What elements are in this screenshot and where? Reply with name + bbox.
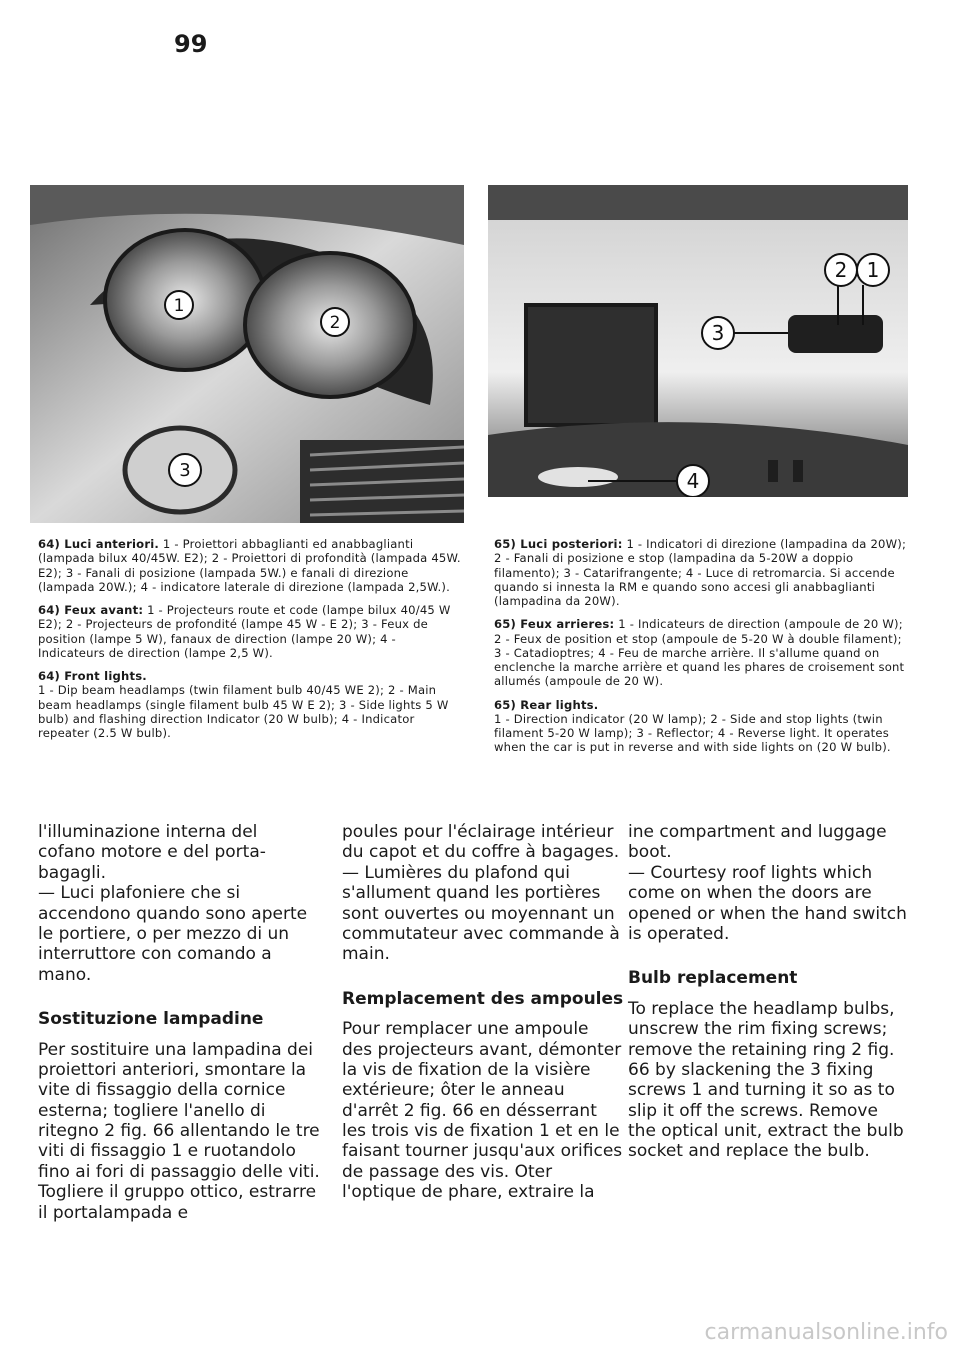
svg-text:2: 2: [834, 258, 848, 282]
french-courtesy-lights: — Lumières du plafond qui s'allument quand les portières sont ouvertes ou moyennant un commutateur avec commande à main.: [342, 862, 620, 965]
callout-4: [677, 465, 709, 497]
english-courtesy-lights: — Courtesy roof lights which come on when the doors are opened or when the hand switch is operated.: [628, 862, 907, 944]
svg-text:3: 3: [711, 321, 725, 345]
french-intro: poules pour l'éclairage intérieur du capot et du coffre à bagages.: [342, 822, 620, 863]
svg-text:1: 1: [173, 296, 185, 316]
svg-text:4: 4: [686, 469, 700, 493]
italian-column: [38, 822, 320, 1223]
english-heading: Bulb replacement: [628, 968, 798, 989]
caption-64-english: 64) Front lights. 1 - Dip beam headlamps (twin filament bulb 40/45 WE 2); 2 - Main beam headlamps (single filament bulb 45 W E 2); 3 - Side lights 5 W bulb) and flashing direction Indicator (20 W bulb); 4 - Indicator repeater (2.5 W bulb).: [38, 669, 449, 740]
front-lights-photo: [30, 185, 464, 523]
caption-64-french: 64) Feux avant: 1 - Projecteurs route et code (lampe bilux 40/45 W E2); 2 - Projecteurs de profondité (lampe 45 W - E 2); 3 - Feux de position (lampe 5 W), fanaux de direction (lampe 20 W); 4 - Indicateurs de direction (lampe 2,5 W).: [38, 603, 451, 660]
english-column: [628, 822, 910, 1162]
caption-65-french: 65) Feux arrieres: 1 - Indicateurs de direction (ampoule de 20 W); 2 - Feux de position et stop (ampoule de 5-20 W à double filament); 3 - Catadioptres; 4 - Feu de marche arrière. Il s'allume quand on enclenche la marche arrière et quand les phares de croisement sont allumés (ampoule de 20 W).: [494, 617, 905, 689]
french-column: [342, 822, 624, 1203]
callout-2: [825, 254, 857, 286]
french-heading: Remplacement des ampoules: [342, 988, 624, 1009]
page-number: 99: [174, 30, 208, 58]
italian-body: Per sostituire una lampadina dei proiettori anteriori, smontare la vite di fissaggio della cornice esterna; togliere l'anello di ritegno 2 fig. 66 allentando le tre viti di fissaggio 1 e ruotandolo fino ai fori di passaggio delle viti. Togliere il gruppo ottico, estrarre il portalampada e: [38, 1039, 320, 1223]
english-intro: ine compartment and luggage boot.: [628, 822, 887, 863]
svg-text:3: 3: [179, 460, 191, 481]
callout-3: [702, 317, 734, 349]
callout-1: [165, 291, 193, 319]
caption-65-english: 65) Rear lights. 1 - Direction indicator (20 W lamp); 2 - Side and stop lights (twin filament 5-20 W lamp); 3 - Reflector; 4 - Reverse light. It operates when the car is put in reverse and with side lights on (20 W bulb).: [494, 697, 891, 755]
italian-intro: l'illuminazione interna del cofano motore e del porta-bagagli.: [38, 822, 266, 883]
italian-heading: Sostituzione lampadine: [38, 1009, 264, 1030]
callout-1: [857, 254, 889, 286]
svg-text:2: 2: [329, 313, 341, 333]
caption-fig-65: [494, 537, 910, 764]
caption-64-italian: 64) Luci anteriori. 1 - Proiettori abbaglianti ed anabbaglianti (lampada bilux 40/45W. E2); 2 - Proiettori di profondità (lampada 45W. E2); 3 - Fanali di posizione (lampada 5W.) e fanali di direzione (lampada 20W.); 4 - indicatore laterale di direzione (lampada 2,5W.).: [38, 537, 461, 594]
rear-lights-photo: [488, 185, 908, 497]
italian-courtesy-lights: — Luci plafoniere che si accendono quando sono aperte le portiere, o per mezzo di un interruttore con comando a mano.: [38, 883, 308, 985]
french-body: Pour remplacer une ampoule des projecteurs avant, démonter la vis de fixation de la visière extérieure; ôter le anneau d'arrêt 2 fig. 66 en désserrant les trois vis de fixation 1 et en le faisant tourner jusqu'aux orifices de passage des vis. Oter l'optique de phare, extraire la: [342, 1019, 623, 1203]
callout-3: [169, 454, 201, 486]
watermark: carmanualsonline.info: [704, 1320, 948, 1345]
english-body: To replace the headlamp bulbs, unscrew the rim fixing screws; remove the retaining ring 2 fig. 66 by slackening the 3 fixing screws 1 and turning it so as to slip it off the screws. Remove the optical unit, extract the bulb socket and replace the bulb.: [628, 998, 904, 1162]
svg-text:1: 1: [866, 258, 880, 282]
caption-fig-64: [38, 537, 464, 749]
caption-65-italian: 65) Luci posteriori: 1 - Indicatori di direzione (lampadina da 20W); 2 - Fanali di posizione e stop (lampadina da 5-20W a doppio filamento); 3 - Catarifrangente; 4 - Luce di retromarcia. Si accende quando si innesta la RM e quando sono accesi gli anabbaglianti (lampadina da 20W).: [494, 537, 907, 608]
callout-2: [321, 308, 349, 336]
